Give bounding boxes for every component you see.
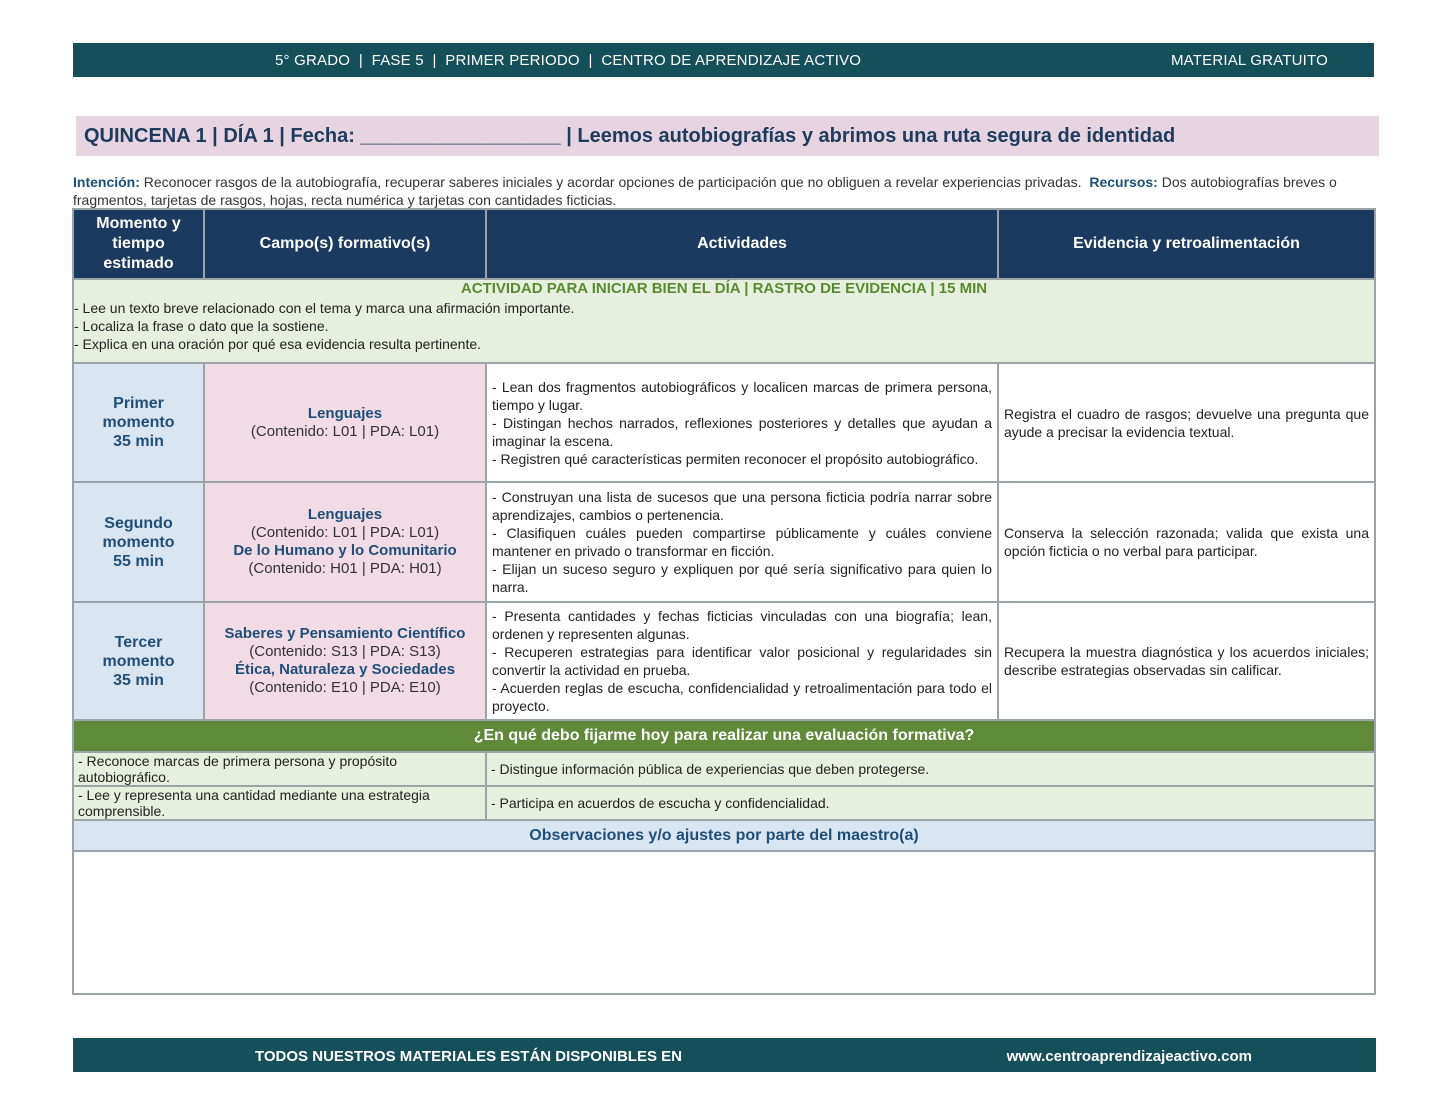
intencion-text: Reconocer rasgos de la autobiografía, recuperar saberes iniciales y acordar opciones de participación que no obliguen a revelar experiencias privadas. — [143, 174, 1082, 190]
evaluation-row — [73, 752, 1375, 786]
top-banner — [73, 43, 1374, 77]
moment-time: 35 min — [113, 433, 164, 450]
moment-label: momento — [102, 414, 175, 431]
start-activity-title: ACTIVIDAD PARA INICIAR BIEN EL DÍA | RASTRO DE EVIDENCIA | 15 MIN — [460, 280, 988, 297]
evaluation-item: - Lee y representa una cantidad mediante una estrategia comprensible. — [73, 786, 486, 820]
campo-name: Lenguajes — [307, 404, 383, 422]
evidence-cell: Recupera la muestra diagnóstica y los acuerdos iniciales; describe estrategias observadas sin calificar. — [998, 602, 1375, 720]
activities-cell — [486, 482, 998, 602]
moment-time: 35 min — [113, 671, 164, 689]
start-activity-cell — [73, 279, 1375, 363]
moment-label: momento — [102, 652, 175, 670]
activity-item: - Construyan una lista de sucesos que una persona ficticia podría narrar sobre aprendizajes, cambios o pertenencia. — [492, 489, 992, 523]
campo-name: Ética, Naturaleza y Sociedades — [234, 661, 456, 678]
moment-label: Tercer — [114, 633, 163, 651]
campo-content: (Contenido: H01 | PDA: H01) — [248, 560, 442, 577]
evaluation-item: - Reconoce marcas de primera persona y propósito autobiográfico. — [73, 752, 486, 786]
campo-name: Saberes y Pensamiento Científico — [224, 625, 466, 642]
moment-cell — [73, 363, 204, 482]
observations-header-row — [73, 820, 1375, 851]
observations-area[interactable] — [73, 851, 1375, 994]
intro-paragraph — [73, 174, 1363, 209]
campo-name: Lenguajes — [307, 506, 383, 523]
footer-text: TODOS NUESTROS MATERIALES ESTÁN DISPONIBLES EN — [255, 1048, 682, 1065]
campo-content: (Contenido: E10 | PDA: E10) — [249, 679, 441, 696]
header-actividades: Actividades — [486, 209, 998, 279]
activity-item: - Elijan un suceso seguro y expliquen por qué sería significativo para quien lo narra. — [492, 561, 992, 595]
evidence-cell: Registra el cuadro de rasgos; devuelve una pregunta que ayude a precisar la evidencia textual. — [998, 363, 1375, 482]
campo-cell — [204, 482, 486, 602]
grade-header: 5° GRADO | FASE 5 | PRIMER PERIODO | CENTRO DE APRENDIZAJE ACTIVO — [275, 52, 862, 69]
moment-cell — [73, 602, 204, 720]
activity-item: - Recuperen estrategias para identificar valor posicional y regularidades sin convertir la actividad en prueba. — [492, 644, 992, 678]
campo-cell — [204, 602, 486, 720]
start-line: - Localiza la frase o dato que la sostiene. — [74, 318, 329, 334]
lesson-title: QUINCENA 1 | DÍA 1 | Fecha: __________________ | Leemos autobiografías y abrimos una ruta segura de identidad — [84, 125, 1176, 147]
activity-item: - Clasifiquen cuáles pueden compartirse públicamente y cuáles conviene mantener en privado o transformar en ficción. — [492, 525, 992, 559]
footer-link[interactable]: www.centroaprendizajeactivo.com — [1006, 1048, 1252, 1065]
moment-label: Segundo — [104, 514, 173, 532]
evaluation-row — [73, 786, 1375, 820]
activity-item: - Presenta cantidades y fechas ficticias vinculadas con una biografía; lean, ordenen y representen algunas. — [492, 608, 992, 642]
footer-banner — [73, 1038, 1376, 1072]
moment-label: Primer — [113, 395, 164, 412]
activity-item: - Lean dos fragmentos autobiográficos y localicen marcas de primera persona, tiempo y lugar. — [492, 378, 992, 413]
table-header-row — [73, 209, 1375, 279]
header-campo: Campo(s) formativo(s) — [204, 209, 486, 279]
intencion-label: Intención: — [73, 174, 140, 190]
header-moment: Momento y tiempo estimado — [73, 209, 204, 279]
moment-row-1 — [73, 363, 1375, 482]
campo-content: (Contenido: S13 | PDA: S13) — [249, 643, 441, 660]
campo-content: (Contenido: L01 | PDA: L01) — [250, 524, 440, 541]
evaluation-item: - Distingue información pública de experiencias que deben protegerse. — [486, 752, 1375, 786]
start-line: - Lee un texto breve relacionado con el tema y marca una afirmación importante. — [74, 300, 575, 316]
campo-content: (Contenido: L01 | PDA: L01) — [250, 422, 440, 440]
activity-item: - Distingan hechos narrados, reflexiones posteriores y detalles que ayudan a imaginar la escena. — [492, 414, 992, 449]
observations-title: Observaciones y/o ajustes por parte del maestro(a) — [73, 820, 1375, 851]
moment-cell — [73, 482, 204, 602]
activity-item: - Acuerden reglas de escucha, confidencialidad y retroalimentación para todo el proyecto. — [492, 680, 992, 714]
activity-item: - Registren qué características permiten reconocer el propósito autobiográfico. — [492, 450, 979, 467]
start-activity-row — [73, 279, 1375, 363]
lesson-title-bar — [76, 116, 1379, 156]
lesson-plan-table — [72, 208, 1376, 995]
evaluation-item: - Participa en acuerdos de escucha y confidencialidad. — [486, 786, 1375, 820]
evaluation-header-row — [73, 720, 1375, 752]
activities-cell — [486, 602, 998, 720]
moment-row-3 — [73, 602, 1375, 720]
campo-cell — [204, 363, 486, 482]
header-evidencia: Evidencia y retroalimentación — [998, 209, 1375, 279]
start-line: - Explica en una oración por qué esa evidencia resulta pertinente. — [74, 336, 482, 352]
activities-cell — [486, 363, 998, 482]
moment-row-2 — [73, 482, 1375, 602]
moment-time: 55 min — [113, 552, 164, 570]
recursos-label: Recursos: — [1089, 174, 1158, 190]
moment-label: momento — [102, 533, 175, 551]
observations-input[interactable] — [73, 851, 1375, 994]
evaluation-title: ¿En qué debo fijarme hoy para realizar una evaluación formativa? — [73, 720, 1375, 752]
recursos-text: Dos autobiografías breves o fragmentos, tarjetas de rasgos, hojas, recta numérica y tarjetas con cantidades ficticias. — [73, 174, 1337, 208]
evidence-cell: Conserva la selección razonada; valida que exista una opción ficticia o no verbal para participar. — [998, 482, 1375, 602]
free-material-label: MATERIAL GRATUITO — [1170, 52, 1328, 69]
campo-name: De lo Humano y lo Comunitario — [233, 542, 457, 559]
